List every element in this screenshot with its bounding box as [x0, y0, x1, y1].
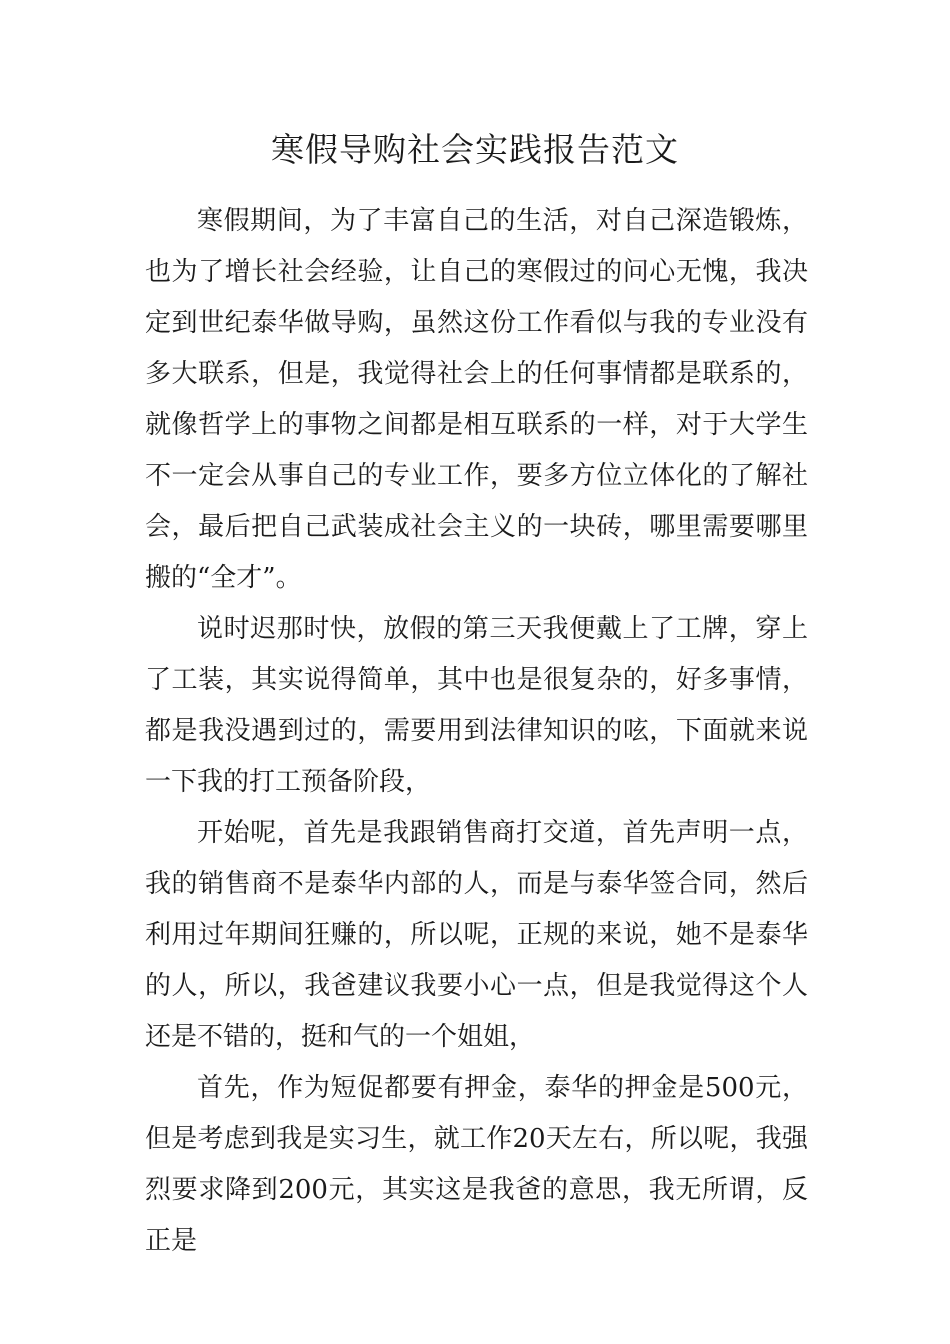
document-title: 寒假导购社会实践报告范文	[271, 130, 679, 169]
paragraph-1: 寒假期间，为了丰富自己的生活，对自己深造锻炼，也为了增长社会经验，让自己的寒假过的问心无愧，我决定到世纪泰华做导购，虽然这份工作看似与我的专业没有多大联系，但是，我觉得社会上的任何事情都是联系的，就像哲学上的事物之间都是相互联系的一样，对于大学生不一定会从事自己的专业工作，要多方位立体化的了解社会，最后把自己武装成社会主义的一块砖，哪里需要哪里搬的“全才”。	[145, 206, 808, 593]
paragraph-4: 首先，作为短促都要有押金，泰华的押金是500元，但是考虑到我是实习生，就工作20天左右，所以呢，我强烈要求降到200元，其实这是我爸的意思，我无所谓，反正是	[145, 1073, 808, 1256]
document-body	[145, 196, 808, 1267]
paragraph-3: 开始呢，首先是我跟销售商打交道，首先声明一点，我的销售商不是泰华内部的人，而是与泰华签合同，然后利用过年期间狂赚的，所以呢，正规的来说，她不是泰华的人，所以，我爸建议我要小心一点，但是我觉得这个人还是不错的，挺和气的一个姐姐，	[145, 818, 808, 1052]
paragraph-2: 说时迟那时快，放假的第三天我便戴上了工牌，穿上了工装，其实说得简单，其中也是很复杂的，好多事情，都是我没遇到过的，需要用到法律知识的呟，下面就来说一下我的打工预备阶段，	[145, 614, 808, 797]
